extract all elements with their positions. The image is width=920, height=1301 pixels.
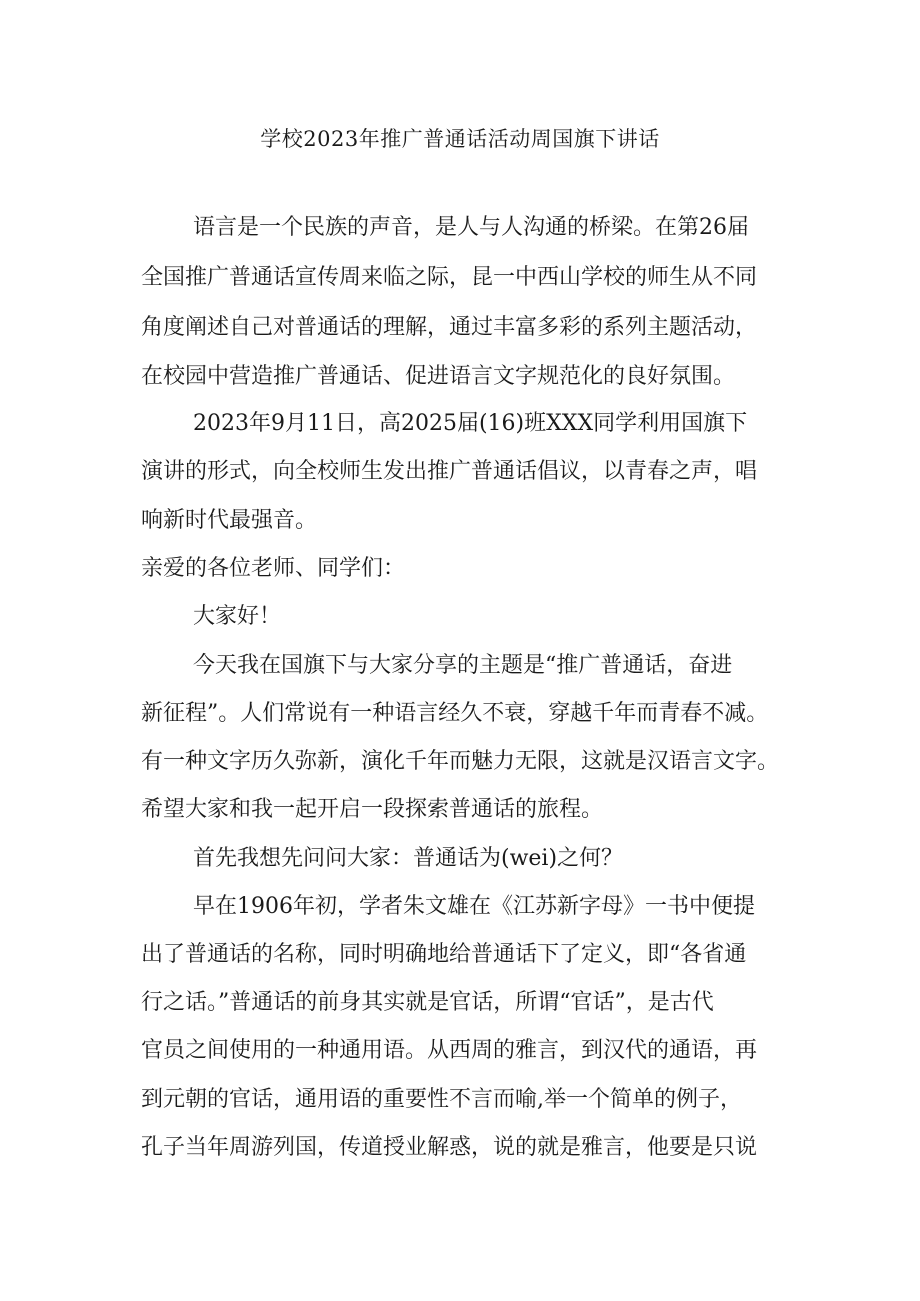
document-title: 学校2023年推广普通话活动周国旗下讲话 (260, 127, 660, 151)
paragraph-line: 2023年9月11日，高2025届(16)班XXX同学利用国旗下 (193, 411, 748, 436)
paragraph-line: 响新时代最强音。 (141, 508, 318, 533)
greeting: 大家好！ (193, 604, 282, 629)
paragraph-line: 新征程”。人们常说有一种语言经久不衰，穿越千年而青春不减。 (141, 701, 769, 726)
paragraph-line: 演讲的形式，向全校师生发出推广普通话倡议，以青春之声，唱 (141, 459, 758, 484)
paragraph-line: 全国推广普通话宣传周来临之际，昆一中西山学校的师生从不同 (141, 265, 758, 290)
paragraph-line: 首先我想先问问大家：普通话为(wei)之何？ (193, 846, 624, 871)
paragraph-line: 语言是一个民族的声音，是人与人沟通的桥梁。在第26届 (193, 215, 749, 240)
paragraph-line: 行之话。”普通话的前身其实就是官话，所谓“官话”，是古代 (141, 990, 714, 1015)
paragraph-line: 出了普通话的名称，同时明确地给普通话下了定义，即“各省通 (141, 942, 747, 967)
paragraph-line: 到元朝的官话，通用语的重要性不言而喻,举一个简单的例子， (141, 1087, 742, 1112)
paragraph-line: 今天我在国旗下与大家分享的主题是“推广普通话，奋进 (193, 653, 733, 678)
paragraph-line: 希望大家和我一起开启一段探索普通话的旅程。 (141, 797, 604, 822)
paragraph-line: 角度阐述自己对普通话的理解，通过丰富多彩的系列主题活动， (141, 315, 758, 340)
salutation: 亲爱的各位老师、同学们： (141, 556, 406, 581)
paragraph-line: 孔子当年周游列国，传道授业解惑，说的就是雅言，他要是只说 (141, 1135, 758, 1160)
paragraph-line: 有一种文字历久弥新，演化千年而魅力无限，这就是汉语言文字。 (141, 749, 780, 774)
paragraph-line: 早在1906年初，学者朱文雄在《江苏新字母》一书中便提 (193, 894, 755, 919)
paragraph-line: 在校园中营造推广普通话、促进语言文字规范化的良好氛围。 (141, 364, 736, 389)
paragraph-line: 官员之间使用的一种通用语。从西周的雅言，到汉代的通语，再 (141, 1038, 758, 1063)
